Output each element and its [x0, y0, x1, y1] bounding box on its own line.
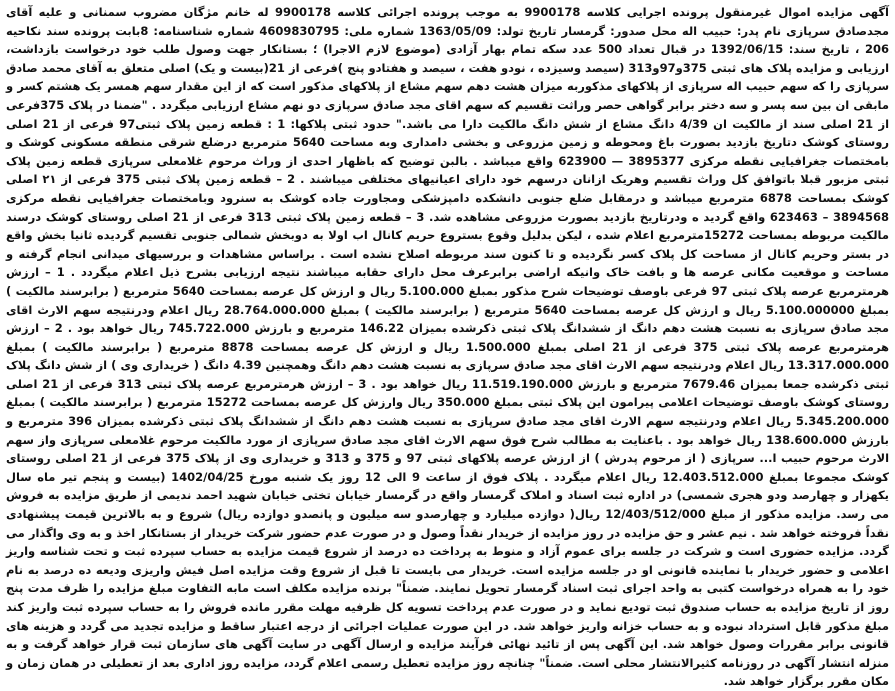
auction-notice-text-block: [6, 3, 890, 689]
auction-notice-body: آگهی مزایده اموال غیرمنقول پرونده اجرایی کلاسه 9900178 به موجب پرونده اجرائی کلاسه 9900178 له خانم مژگان مضروب سمنانی و علیه آقای مجدصادق سرپازی نام پدر: حبیب اله محل صدور: گرمسار تاریخ تولد: 1363/05/09 شماره ملی: 4609830795 شماره شناسنامه: 8بابت پرونده سند نکاحیه 206 ، تاریخ سند: 1392/06/15 در قبال تعداد 500 عدد سکه تمام بهار آزادی (موضوع لازم الاجرا) ؛ بستانکار جهت وصول طلب خود درخواست بازداشت، ارزیابی و مزایده پلاک های ثبتی 375و97و313 (سیصد وسیزده ، نودو هفت ، سیصد و هفتادو پنج )فرعی از 21(بیست و یک) اصلی متعلق به آقای محمد صادق سرپازی را که سهم حبیب اله سرپازی از پلاکهای مذکوربه میزان هشت دهم سهم مشاع از پلاکهای مذکور است که از این مقدار سهم همسر یک هشتم کسر و مابقی ان بین سه پسر و سه دختر برابر گواهی حصر وراثت تقسیم که سهم اقای مجد صادق سرپازی دو نهم مشاع ارزیابی میگردد . "ضمنا در پلاک 375فرعی از 21 اصلی سند از مالکیت ان 4/39 دانگ مشاع از شش دانگ مالکیت دارا می باشد." حدود ثبتی پلاکها: 1 : قطعه زمین پلاک ثبتی97 فرعی از 21 اصلی روستای کوشک دتاریخ بازدید بصورت باغ ومحوطه و زمین مزروعی و بخشی دامداری وبه مساحت 5640 مترمربع درضلع شرقی منطقه مسکونی کوشک و بامختصات جغرافیایی نقطه مرکزی 3895377 — 623900 واقع میباشد . بالبن توضیح که باظهار احدی از وراث مرحوم غلامعلی سرپازی قطعه زمین پلاک ثبتی مزبور قبلا باتوافق کل وراث تقسیم وهریک ازانان درسهم خود دارای اعیانیهای مختلفی میباشند . 2 – قطعه زمین پلاک ثبتی 375 فرعی از ۲۱ اصلی کوشک بمساحت 6878 مترمربع میباشد و درمقابل ضلع جنوبی دانشکده دامپزشکی ومجاورت جاده کوشک به سنرود وبامختصات جغرافیایی نقطه مرکزی 3894568 – 623463 واقع گردید ه ودرتاریخ بازدید بصورت مزروعی مشاهده شد. 3 – قطعه زمین پلاک ثبتی 313 فرعی از 21 اصلی روستای کوشک درسند مالکیت مربوطه بمساحت 15272مترمربع اعلام شده ، لیکن بدلیل وقوع بستروع حریم کانال اب اولا به دوبخش شمالی جنوبی تقسیم گردیده ثانیا بخش واقع در بستر وحریم کانال از مساحت کل پلاک کسر نگردیده و تا کنون سند مربوطه اصلاح نشده است . براساس مشاهدات و بررسیهای میدانی انجام گرفته و مساحت و موقعیت مکانی عرصه ها و بافت خاک وانیکه اراضی برابرعرف محل دارای حقابه میباشند نتیجه ارزیابی بشرح ذیل اعلام میگردد . 1 – ارزش هرمترمربع عرصه پلاک ثبتی 97 فرعی باوصف توضیحات شرح مذکور بمبلغ 5.100.000 ریال و ارزش کل عرصه بمساحت 5640 مترمربع ( برابرسند مالکیت ) بمبلغ 5.100.000000 ریال و ارزش کل عرصه بمساحت 5640 مترمربع ( برابرسند مالکیت ) بمبلغ 28.764.000.000 ریال اعلام ودرنتیجه سهم الارث اقای مجد صادق سرپازی به نسبت هشت دهم دانگ از ششدانگ پلاک ثبتی ذکرشده بمیزان 146.22 مترمربع و بارزش 745.722.000 ریال خواهد بود . 2 – ارزش هرمترمربع عرصه پلاک ثبتی 375 فرعی از 21 اصلی بمبلغ 1.500.000 ریال و ارزش کل عرصه بمساحت 8878 مترمربع ( برابرسند مالکیت ) بمبلغ 13.317.000.000 ریال اعلام ودرنتیجه سهم الارث اقای مجد صادق سرپازی به نسبت هشت دهم دانگ وهمچنین 4.39 دانگ ( خریداری وی ) از شش دانگ پلاک ثبتی ذکرشده جمعا بمیزان 7679.46 مترمربع و بارزش 11.519.190.000 ریال خواهد بود . 3 – ارزش هرمترمربع عرصه پلاک ثبتی 313 فرعی از 21 اصلی روستای کوشک باوصف توضیحات اعلامی پیرامون این پلاک ثبتی بمبلغ 350.000 ریال وارزش کل عرصه بمساحت 15272 مترمربع ( برابرسند مالکیت ) بمبلغ 5.345.200.000 ریال اعلام ودرنتیجه سهم الارث اقای مجد صادق سرپازی به نسبت هشت دهم دانگ از ششدانگ پلاک ثبتی ذکرشده بمیزان 396 مترمربع و بارزش 138.600.000 ریال خواهد بود . باعنایت به مطالب شرح فوق سهم الارث اقای مجد صادق سرپازی از مورد مالکیت مرحوم غلامعلی سرپازی واز سهم الارث مرحوم حبیب ا... سرپازی ( از مرحوم پدرش ) از ارزش عرصه پلاکهای ثبتی 97 و 375 و 313 و خریداری وی از پلاک 375 فرعی از 21 اصلی روستای کوشک مجموعا بمبلغ 12.403.512.000 ریال اعلام میگردد . پلاک فوق از ساعت 9 الی 12 روز یک شنبه مورخ 1402/04/25 (بیست و پنجم تیر ماه سال یکهزار و چهارصد ودو هجری شمسی) در اداره ثبت اسناد و املاک گرمسار واقع در گرمسار خیابان تختی خیابان شهید احمد ندیمی از طریق مزایده به فروش می رسد. مزایده مذکور از مبلغ 12/403/512/000 ریال( دوازده میلیارد و چهارصدو سه میلیون و پانصدو دوازده ریال) شروع و به بالاترین قیمت پیشنهادی نقداً فروخته خواهد شد . نیم عشر و حق مزایده در روز مزایده از خریدار نقداً وصول و در صورت عدم حضور شرکت خریدار از بستانکار اخذ و به وی واگذار می گردد. مزایده حضوری است و شرکت در جلسه برای عموم آزاد و منوط به پرداخت ده درصد از شروع قیمت مزایده به حساب سپرده ثبت و تحت شناسه واریز اعلامی و حضور خریدار با نماینده قانونی او در جلسه مزایده است. خریدار می بایست تا قبل از شروع وقت مزایده اصل فیش واریزی ودیعه ده درصد به نام خود را به همراه درخواست کتبی به واحد اجرای ثبت اسناد گرمسار تحویل نمایند. ضمناً" برنده مزایده مکلف است مابه التفاوت مبلغ مزایده را ظرف مدت پنج روز از تاریخ مزایده به حساب صندوق ثبت تودیع نماید و در صورت عدم پرداخت تسویه کل ظرفیه مهلت مقرر مانده فروش را به حساب سپرده ثبت واریز کند مبلغ مذکور قابل استرداد نبوده و به حساب خزانه واریز خواهد شد. در این صورت عملیات اجرائی از درجه اعتبار ساقط و مزایده تجدید می گردد و هزینه های قانونی برابر مقررات وصول خواهد شد. این آگهی پس از تائید نهائی فرآیند مزایده و ارسال آگهی در سایت آگهی های سازمان ثبت قرار خواهد گرفت و به منزله انتشار آگهی در روزنامه کثیرالانتشار محلی است. ضمناً" چنانچه روز مزایده تعطیل رسمی اعلام گردد، مزایده روز اداری بعد از تعطیلی در همان زمان و مکان مقرر برگزار خواهد شد.: [6, 5, 890, 689]
